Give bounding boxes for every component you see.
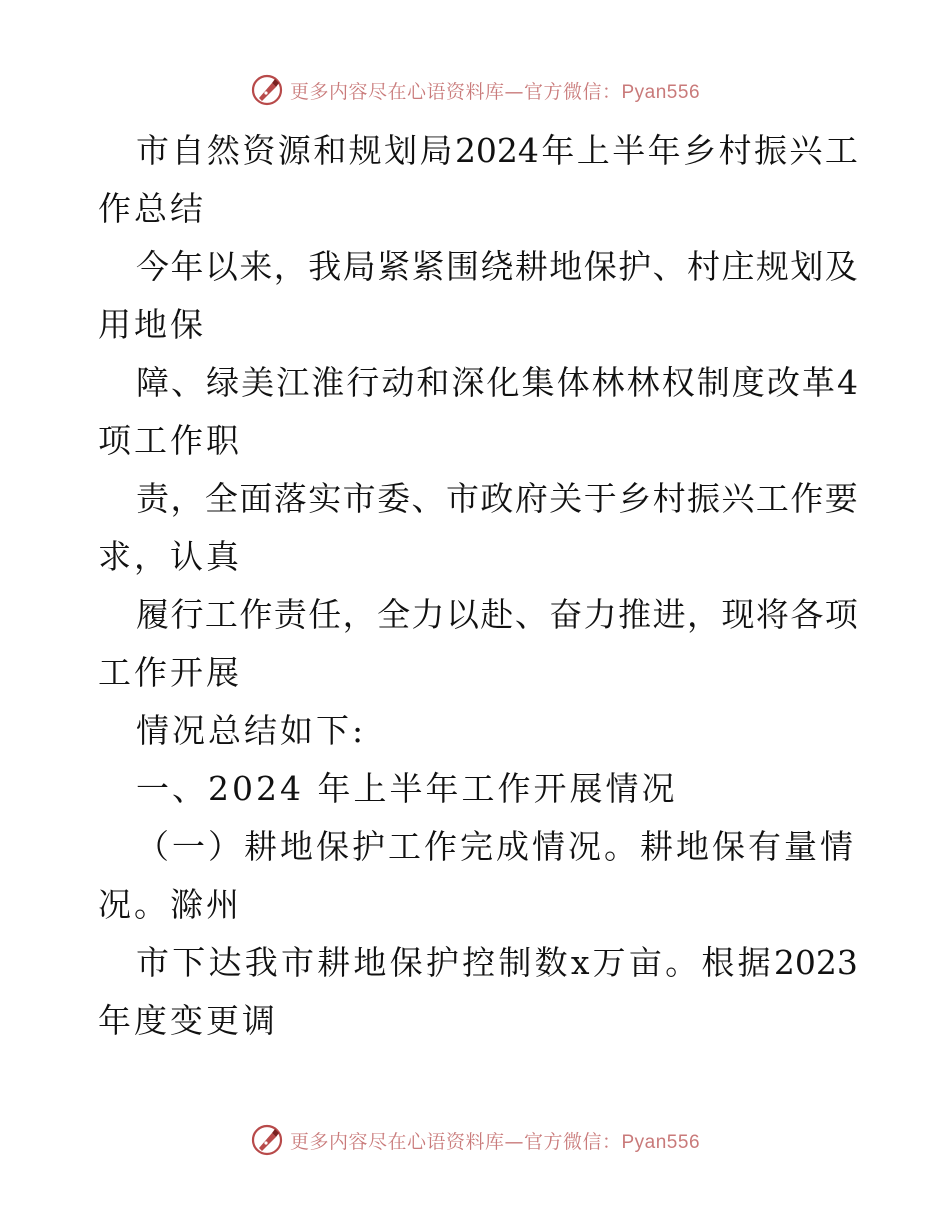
- paragraph-line: 情况总结如下:: [136, 711, 367, 750]
- paragraph-line: 况。滁州: [98, 885, 242, 924]
- subsection-heading: （一）耕地保护工作完成情况。耕地保有量情: [136, 827, 856, 866]
- watermark-footer: [0, 1120, 950, 1160]
- pen-nib-logo-icon: [250, 1123, 284, 1157]
- watermark-wechat-id: Pyan556: [621, 81, 701, 103]
- paragraph-line: 障 、 绿 美 江 淮 行 动 和 深 化 集 体 林 林 权 制 度 改 革 4: [136, 363, 858, 402]
- watermark-text: 更多内容尽在心语资料库—官方微信：Pyan556: [289, 80, 701, 103]
- paragraph-line: 市 下 达 我 市 耕 地 保 护 控 制 数 x 万 亩 。 根 据 2023: [136, 943, 858, 982]
- section-heading: 一、2024 年上半年工作开展情况: [136, 769, 678, 808]
- paragraph-line: 用地保: [98, 305, 206, 344]
- paragraph-line: 责 ， 全 面 落 实 市 委 、 市 政 府 关 于 乡 村 振 兴 工 作 要: [136, 479, 858, 518]
- paragraph-line: 履 行 工 作 责 任 ， 全 力 以 赴 、 奋 力 推 进 ， 现 将 各 项: [136, 595, 858, 634]
- paragraph-line: 项工作职: [98, 421, 242, 460]
- watermark-text: 更多内容尽在心语资料库—官方微信：Pyan556: [289, 1130, 701, 1153]
- doc-title-line-2: 作总结: [98, 189, 206, 228]
- watermark-wechat-id: Pyan556: [621, 1131, 701, 1153]
- paragraph-line: 工作开展: [98, 653, 242, 692]
- paragraph-line: 求，认真: [98, 537, 242, 576]
- watermark-header: [0, 70, 950, 110]
- paragraph-line: 今 年 以 来 ， 我 局 紧 紧 围 绕 耕 地 保 护 、 村 庄 规 划 及: [136, 247, 858, 286]
- doc-title-line-1: 市 自 然 资 源 和 规 划 局 2024 年 上 半 年 乡 村 振 兴 工: [136, 131, 858, 170]
- document-body: [98, 122, 858, 1050]
- paragraph-line: 年度变更调: [98, 1001, 278, 1040]
- pen-nib-logo-icon: [250, 73, 284, 107]
